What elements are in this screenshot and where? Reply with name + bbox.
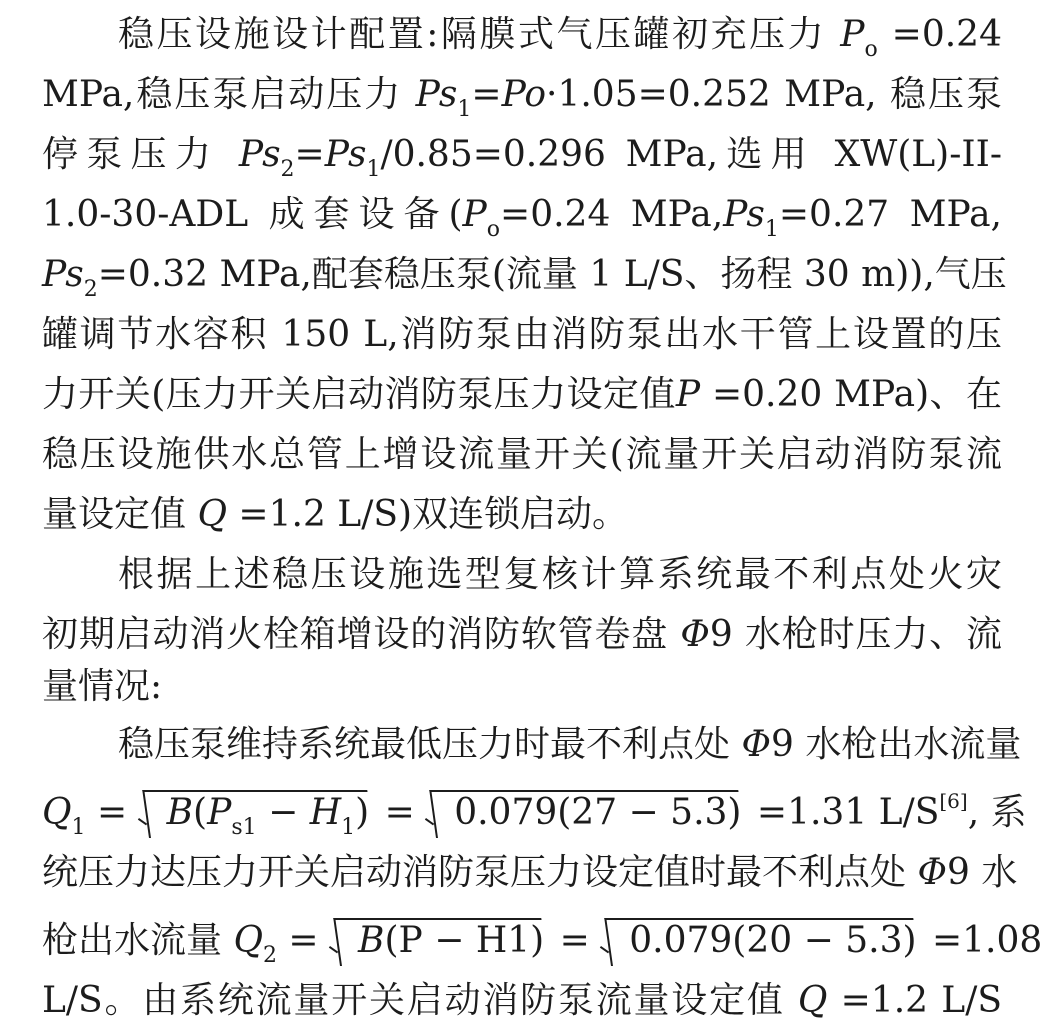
text: =0.24: [891, 14, 1002, 55]
radical-vinculum: [333, 918, 548, 966]
text: =0.32 MPa,配套稳压泵(流量 1 L/S、扬程 30 m)),气压: [97, 254, 1007, 295]
var-ps: Ps: [324, 134, 367, 175]
paragraph-2-line-1: 根据上述稳压设施选型复核计算系统最不利点处火灾: [118, 554, 1002, 595]
citation-ref: [6]: [939, 789, 968, 813]
var-q: Q: [797, 980, 828, 1021]
text: 力开关(压力开关启动消防泵压力设定值: [42, 374, 676, 415]
text: /0.85=0.296 MPa,选用 XW(L)-II-: [380, 134, 1002, 175]
subscript: s1: [231, 815, 257, 840]
paragraph-2-line-3: 量情况:: [42, 666, 163, 707]
paragraph-1-line-2: [42, 72, 1003, 122]
var-ps: Ps: [238, 134, 281, 175]
subscript: 1: [71, 815, 86, 840]
text: =: [471, 74, 502, 115]
radical-vinculum: [605, 918, 921, 966]
subscript: 1: [457, 97, 472, 122]
text: =0.20 MPa)、在: [700, 374, 1002, 415]
sqrt-radical: [601, 918, 920, 964]
text: −: [256, 792, 310, 833]
paragraph-3-line-3: [42, 850, 1018, 896]
text: 统压力达压力开关启动消防泵压力设定值时最不利点处: [42, 852, 907, 893]
sqrt-radical: [330, 918, 548, 964]
var-ps: Ps: [42, 254, 84, 295]
paragraph-1-line-6: 罐调节水容积 150 L,消防泵由消防泵出水干管上设置的压: [42, 314, 1002, 355]
text: =1.2 L/S)双连锁启动。: [226, 494, 629, 535]
sqrt-radical: [426, 790, 745, 836]
text: 停泵压力: [42, 134, 220, 175]
text: =1.31 L/S: [745, 792, 940, 833]
text: =1.08: [920, 920, 1042, 961]
var-q: Q: [233, 920, 263, 961]
paragraph-3-line-5: [42, 978, 1002, 1024]
paragraph-3-line-1: [118, 722, 1022, 768]
paragraph-1-line-1: [118, 12, 1002, 62]
paragraph-1-line-5: [42, 252, 1007, 302]
var-p: P: [675, 374, 701, 415]
radical-vinculum: [429, 790, 745, 838]
paragraph-3-line-2-formula-q1: [42, 789, 1027, 840]
var-p: P: [840, 14, 865, 55]
var-po: Po: [501, 74, 546, 115]
text: ): [355, 792, 370, 833]
text: =: [85, 792, 139, 833]
paragraph-1-line-3: [42, 132, 1002, 182]
text: 枪出水流量: [42, 920, 223, 961]
paragraph-3-line-4-formula-q2: [42, 918, 1042, 968]
paragraph-1-line-8: 稳压设施供水总管上增设流量开关(流量开关启动消防泵流: [42, 434, 1002, 475]
radical-vinculum: [142, 790, 373, 838]
var-p: P: [462, 194, 487, 235]
var-ps: Ps: [415, 74, 458, 115]
var-b: B: [166, 792, 194, 833]
var-h: H: [309, 792, 342, 833]
text: (P − H1): [384, 920, 545, 961]
subscript: 2: [280, 157, 295, 182]
paragraph-1-line-4: [42, 192, 1003, 242]
text: =: [373, 792, 427, 833]
subscript: 2: [83, 277, 98, 302]
subscript: 1: [366, 157, 381, 182]
sqrt-radical: [139, 790, 374, 841]
paragraph-1-line-9: [42, 492, 1002, 538]
text: , 系: [967, 792, 1027, 833]
var-phi: Φ: [917, 852, 947, 893]
text: 0.079(20 − 5.3): [629, 920, 917, 961]
text: 9 水枪出水流量: [770, 724, 1022, 765]
subscript: 1: [341, 815, 356, 840]
text: =0.24 MPa,: [500, 194, 724, 235]
paragraph-2-line-2: [42, 612, 1002, 658]
var-phi: Φ: [741, 724, 771, 765]
text: 9 水枪时压力、流: [709, 614, 1002, 655]
text: 1.0-30-ADL 成套设备(: [42, 194, 463, 235]
text: =: [548, 920, 602, 961]
text: =0.27 MPa,: [778, 194, 1003, 235]
text: MPa,稳压泵启动压力: [42, 74, 403, 115]
var-q: Q: [42, 792, 72, 833]
subscript: 2: [262, 943, 277, 968]
text: 稳压设施设计配置:隔膜式气压罐初充压力: [118, 14, 827, 55]
text: L/S。由系统流量开关启动消防泵流量设定值: [42, 980, 785, 1021]
subscript: o: [864, 37, 878, 62]
var-q: Q: [197, 494, 227, 535]
text: 量设定值: [42, 494, 187, 535]
text: 9 水: [946, 852, 1018, 893]
text: ·1.05=0.252 MPa, 稳压泵: [546, 74, 1003, 115]
paragraph-1-line-7: [42, 372, 1002, 418]
text: (: [193, 792, 208, 833]
var-phi: Φ: [680, 614, 710, 655]
subscript: o: [486, 217, 501, 242]
text: =1.2 L/S: [827, 980, 1002, 1021]
text: =: [276, 920, 331, 961]
text: 初期启动消火栓箱增设的消防软管卷盘: [42, 614, 669, 655]
text: =: [294, 134, 325, 175]
var-p: P: [207, 792, 232, 833]
subscript: 1: [764, 217, 779, 242]
text: 稳压泵维持系统最低压力时最不利点处: [118, 724, 731, 765]
text: 0.079(27 − 5.3): [454, 792, 742, 833]
var-b: B: [358, 920, 385, 961]
var-ps: Ps: [723, 194, 765, 235]
